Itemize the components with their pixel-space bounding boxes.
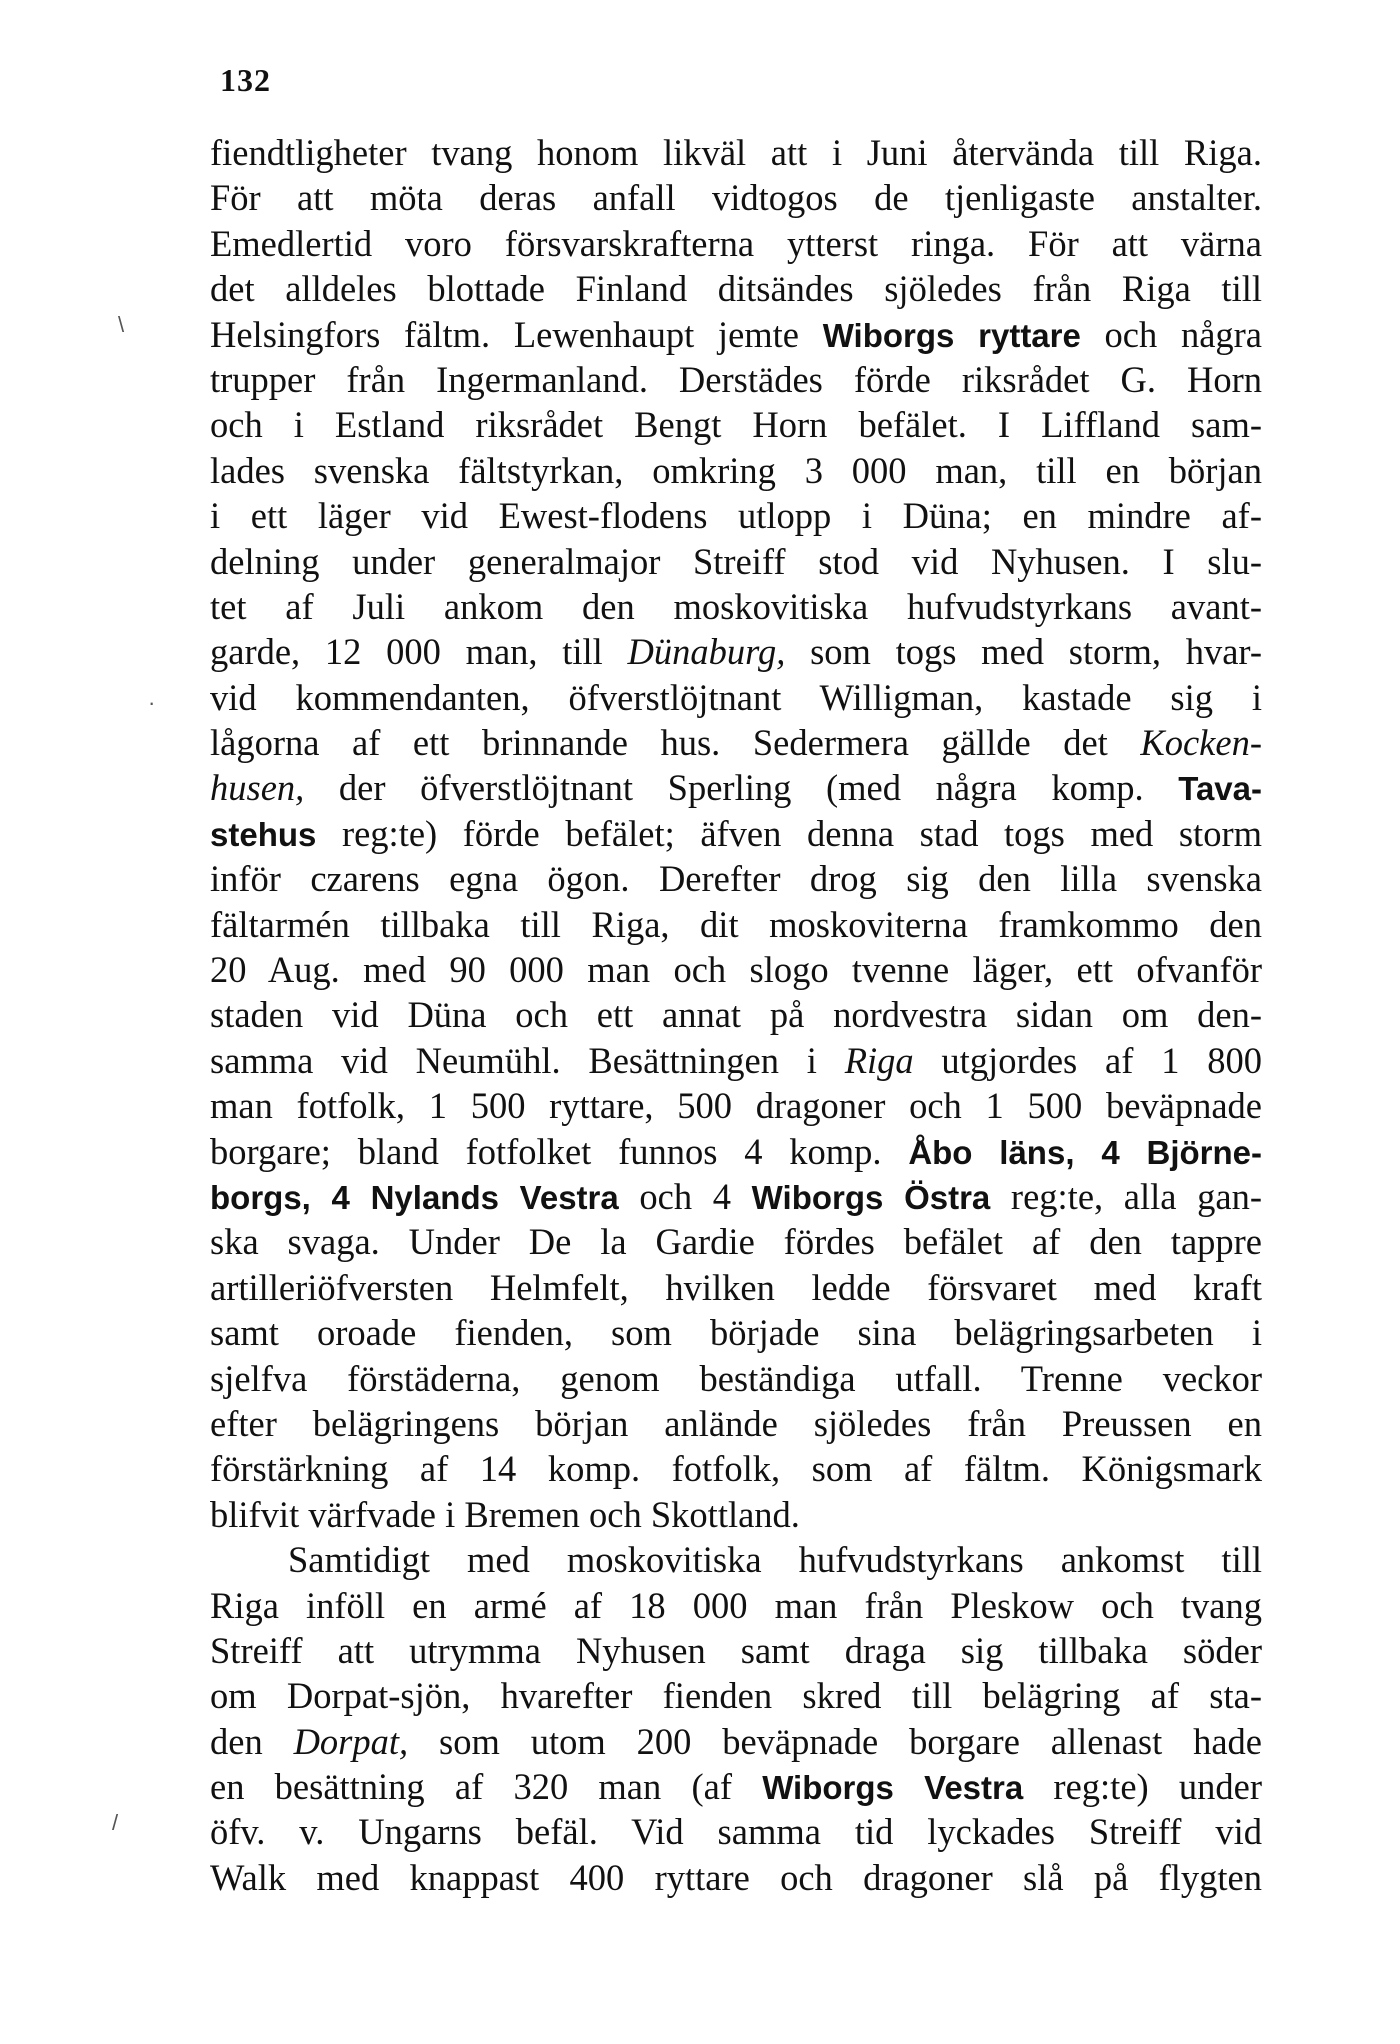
- gothic-emphasis: Wiborgs ryttare: [822, 316, 1081, 354]
- text-run: den: [210, 1720, 294, 1762]
- text-run: samt oroade fienden, som började sina belägringsarbeten i: [210, 1312, 1262, 1354]
- text-run: vid kommendanten, öfverstlöjtnant Willigman, kastade sig i: [210, 676, 1262, 718]
- text-line: [210, 1446, 1262, 1491]
- text-run: förstärkning af 14 komp. fotfolk, som af fältm. Königsmark: [210, 1448, 1262, 1490]
- italic-emphasis: husen,: [210, 767, 305, 809]
- text-line: [210, 448, 1262, 493]
- text-line: [210, 856, 1262, 901]
- text-run: reg:te, alla gan-: [990, 1175, 1262, 1217]
- text-line: [210, 1038, 1262, 1083]
- text-run: tet af Juli ankom den moskovitiska hufvudstyrkans avant-: [210, 585, 1262, 627]
- text-run: en besättning af 320 man (af: [210, 1766, 763, 1808]
- text-line: [210, 1310, 1262, 1355]
- text-line: [210, 312, 1262, 357]
- text-line: [210, 1537, 1262, 1582]
- text-line: [210, 1855, 1262, 1900]
- italic-emphasis: Dünaburg,: [627, 631, 786, 673]
- text-line: [210, 584, 1262, 629]
- margin-mark: \: [118, 312, 125, 337]
- text-run: det alldeles blottade Finland ditsändes sjöledes från Riga till: [210, 268, 1262, 310]
- text-run: blifvit värfvade i Bremen och Skottland.: [210, 1493, 800, 1535]
- body-text: [210, 130, 1262, 1900]
- text-run: om Dorpat-sjön, hvarefter fienden skred till belägring af sta-: [210, 1675, 1262, 1717]
- text-run: Helsingfors fältm. Lewenhaupt jemte: [210, 313, 823, 355]
- text-run: Walk med knappast 400 ryttare och dragoner slå på flygten: [210, 1856, 1262, 1898]
- text-line: [210, 402, 1262, 447]
- text-run: Streiff att utrymma Nyhusen samt draga sig tillbaka söder: [210, 1629, 1262, 1671]
- text-line: [210, 1809, 1262, 1854]
- text-run: borgare; bland fotfolket funnos 4 komp.: [210, 1130, 909, 1172]
- italic-emphasis: Dorpat,: [293, 1720, 409, 1762]
- text-line: [210, 493, 1262, 538]
- text-line: [210, 266, 1262, 311]
- text-run: öfv. v. Ungarns befäl. Vid samma tid lyckades Streiff vid: [210, 1811, 1262, 1853]
- text-run: fältarmén tillbaka till Riga, dit moskoviterna framkommo den: [210, 903, 1262, 945]
- text-line: [210, 1673, 1262, 1718]
- gothic-emphasis: stehus: [210, 815, 317, 853]
- text-line: [210, 675, 1262, 720]
- text-line: [210, 629, 1262, 674]
- text-line: [210, 1719, 1262, 1764]
- text-line: [210, 1492, 1262, 1537]
- text-run: man fotfolk, 1 500 ryttare, 500 dragoner och 1 500 beväpnade: [210, 1085, 1262, 1127]
- text-run: der öfverstlöjtnant Sperling (med några komp.: [304, 767, 1179, 809]
- text-run: sjelfva förstäderna, genom beständiga utfall. Trenne veckor: [210, 1357, 1262, 1399]
- gothic-emphasis: Wiborgs Vestra: [762, 1769, 1024, 1807]
- text-run: som utom 200 beväpnade borgare allenast hade: [408, 1720, 1263, 1762]
- text-line: [210, 1764, 1262, 1809]
- text-run: lågorna af ett brinnande hus. Sedermera gällde det: [210, 722, 1141, 764]
- text-line: [210, 811, 1262, 856]
- text-line: [210, 992, 1262, 1037]
- italic-emphasis: Kocken-: [1140, 722, 1262, 764]
- text-run: artilleriöfversten Helmfelt, hvilken ledde försvaret med kraft: [210, 1266, 1262, 1308]
- text-line: [210, 1265, 1262, 1310]
- text-run: fiendtligheter tvang honom likväl att i Juni återvända till Riga.: [210, 132, 1262, 173]
- text-run: efter belägringens början anlände sjöledes från Preussen en: [210, 1402, 1262, 1444]
- margin-mark: ·: [148, 690, 156, 715]
- text-line: [210, 1401, 1262, 1446]
- margin-mark: /: [112, 1810, 119, 1835]
- text-line: [210, 1174, 1262, 1219]
- text-line: [210, 947, 1262, 992]
- text-run: i ett läger vid Ewest-flodens utlopp i Düna; en mindre af-: [210, 495, 1262, 537]
- text-run: ska svaga. Under De la Gardie fördes befälet af den tappre: [210, 1221, 1262, 1263]
- text-run: lades svenska fältstyrkan, omkring 3 000 man, till en början: [210, 449, 1262, 491]
- text-run: trupper från Ingermanland. Derstädes förde riksrådet G. Horn: [210, 358, 1262, 400]
- text-run: Riga inföll en armé af 18 000 man från Pleskow och tvang: [210, 1584, 1262, 1626]
- text-line: [210, 221, 1262, 266]
- text-line: [210, 539, 1262, 584]
- text-run: samma vid Neumühl. Besättningen i: [210, 1039, 845, 1081]
- text-line: [210, 765, 1262, 810]
- text-line: [210, 1129, 1262, 1174]
- text-run: reg:te) förde befälet; äfven denna stad togs med storm: [316, 812, 1262, 854]
- text-run: och några: [1080, 313, 1262, 355]
- text-run: delning under generalmajor Streiff stod vid Nyhusen. I slu-: [210, 540, 1262, 582]
- text-line: [210, 720, 1262, 765]
- text-line: [210, 357, 1262, 402]
- gothic-emphasis: Tava-: [1178, 770, 1262, 808]
- text-run: och i Estland riksrådet Bengt Horn befälet. I Liffland sam-: [210, 404, 1262, 446]
- text-line: [210, 130, 1262, 175]
- page-number: 132: [220, 62, 271, 98]
- text-line: [210, 1219, 1262, 1264]
- text-run: staden vid Düna och ett annat på nordvestra sidan om den-: [210, 994, 1262, 1036]
- text-run: utgjordes af 1 800: [913, 1039, 1262, 1081]
- text-run: som togs med storm, hvar-: [785, 631, 1262, 673]
- text-run: För att möta deras anfall vidtogos de tjenligaste anstalter.: [210, 177, 1262, 219]
- text-line: [210, 1628, 1262, 1673]
- text-line: [210, 1583, 1262, 1628]
- gothic-emphasis: Wiborgs Östra: [751, 1178, 991, 1216]
- text-run: inför czarens egna ögon. Derefter drog sig den lilla svenska: [210, 858, 1262, 900]
- text-run: reg:te) under: [1023, 1766, 1262, 1808]
- text-line: [210, 902, 1262, 947]
- text-line: [210, 175, 1262, 220]
- text-run: Samtidigt med moskovitiska hufvudstyrkans ankomst till: [288, 1539, 1262, 1581]
- text-line: [210, 1356, 1262, 1401]
- text-run: Emedlertid voro försvarskrafterna ytterst ringa. För att värna: [210, 222, 1262, 264]
- italic-emphasis: Riga: [844, 1039, 914, 1081]
- text-run: 20 Aug. med 90 000 man och slogo tvenne läger, ett ofvanför: [210, 949, 1262, 991]
- text-run: garde, 12 000 man, till: [210, 631, 628, 673]
- text-line: [210, 1083, 1262, 1128]
- text-run: och 4: [618, 1175, 752, 1217]
- gothic-emphasis: borgs, 4 Nylands Vestra: [210, 1178, 619, 1216]
- gothic-emphasis: Åbo läns, 4 Björne-: [908, 1133, 1262, 1171]
